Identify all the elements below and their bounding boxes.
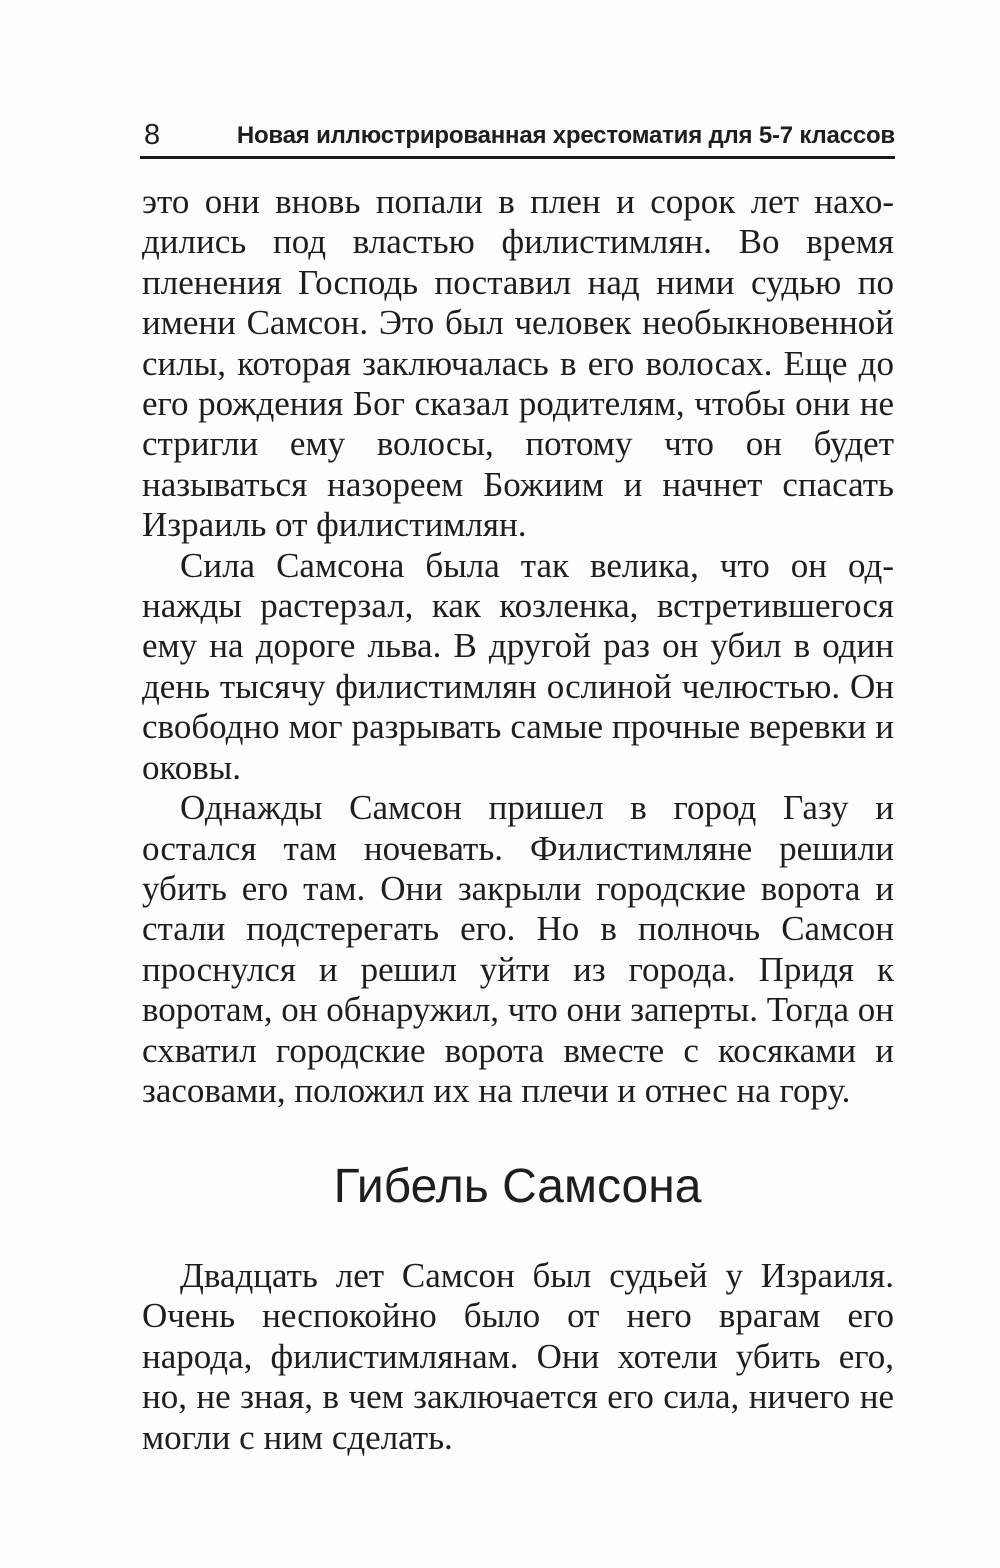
paragraph: Двадцать лет Самсон был судьей у Израиля. Очень неспокойно было от него врагам его народа, филистимлянам. Они хотели убить его, но, не зная, в чем заключается его сила, ничего не могли с ним сделать. bbox=[142, 1256, 894, 1457]
paragraph: это они вновь попали в плен и сорок лет находились под властью филистимлян. Во время пленения Господь поставил над ними судью по имени Самсон. Это был человек необыкновенной силы, которая заключалась в его волосах. Еще до его рождения Бог сказал родителям, чтобы они не стригли ему волосы, потому что он будет называться назореем Божиим и начнет спасать Израиль от филистимлян. bbox=[142, 182, 894, 545]
paragraph: Однажды Самсон пришел в город Газу и остался там ночевать. Филистимляне решили убить его там. Они закрыли городские ворота и стали подстерегать его. Но в полночь Самсон проснулся и решил уйти из города. Придя к воротам, он обнаружил, что они заперты. Тогда он схватил городские ворота вместе с косяками и засовами, положил их на плечи и отнес на гору. bbox=[142, 788, 894, 1110]
running-header bbox=[140, 112, 895, 159]
paragraph: Сила Самсона была так велика, что он однажды растерзал, как козленка, встретившегося ему на дороге льва. В другой раз он убил в один день тысячу филистимлян ослиной челюстью. Он свободно мог разрывать самые прочные веревки и оковы. bbox=[142, 545, 894, 787]
section-heading: Гибель Самсона bbox=[333, 1160, 702, 1213]
page-number: 8 bbox=[144, 119, 161, 151]
body-text bbox=[142, 182, 894, 1111]
section-body-text bbox=[142, 1256, 894, 1458]
running-title: Новая иллюстрированная хрестоматия для 5-7 классов bbox=[236, 122, 895, 149]
